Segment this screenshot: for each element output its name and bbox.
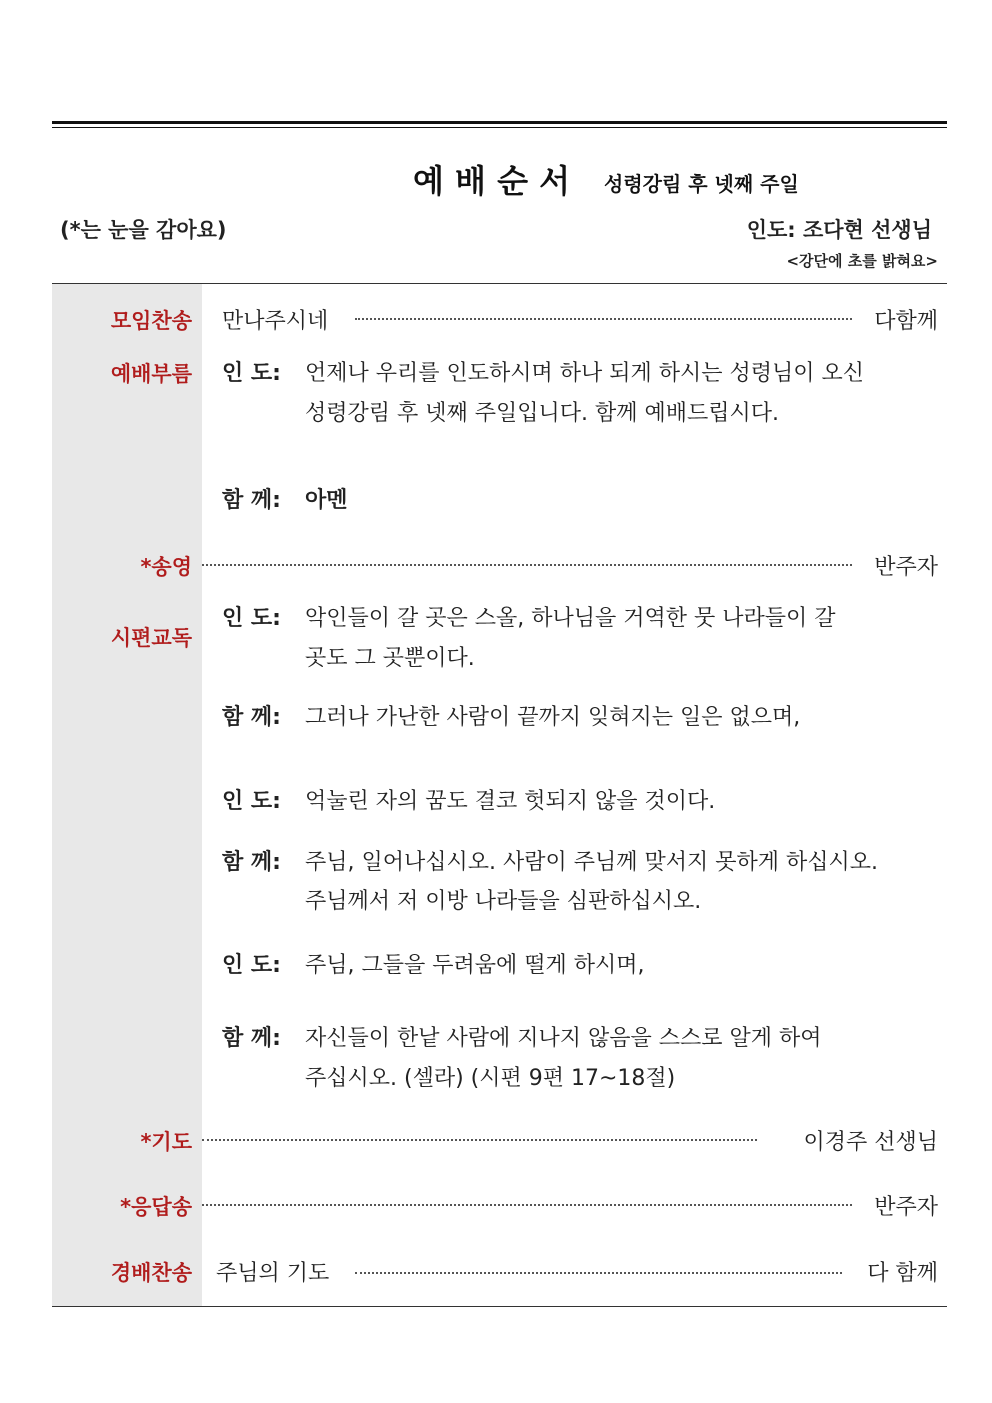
- gathering-hymn-leader-dots: [355, 318, 852, 320]
- psalter-tag-6: 함 께:: [222, 1026, 281, 1051]
- top-thin-rule: [52, 127, 947, 128]
- label-response: *응답송: [120, 1195, 192, 1219]
- psalter-line-3a: 억눌린 자의 꿈도 결코 헛되지 않을 것이다.: [305, 789, 716, 814]
- psalter-line-4b: 주님께서 저 이방 나라들을 심판하십시오.: [305, 889, 702, 914]
- closing-hymn-leader-dots: [355, 1272, 842, 1274]
- psalter-tag-3: 인 도:: [222, 789, 281, 814]
- psalter-line-1b: 곳도 그 곳뿐이다.: [305, 646, 475, 671]
- gathering-hymn-title: 만나주시네: [222, 309, 329, 334]
- label-doxology: *송영: [140, 555, 192, 579]
- call-all-response: 아멘: [305, 488, 348, 513]
- response-leader-dots: [202, 1204, 852, 1206]
- psalter-line-5a: 주님, 그들을 두려움에 떨게 하시며,: [305, 953, 645, 978]
- psalter-tag-1: 인 도:: [222, 606, 281, 631]
- label-call-to-worship: 예배부름: [110, 362, 192, 386]
- psalter-line-6b: 주십시오. (셀라) (시편 9편 17~18절): [305, 1066, 676, 1091]
- call-leader-tag: 인 도:: [222, 361, 281, 386]
- psalter-tag-2: 함 께:: [222, 705, 281, 730]
- call-leader-line-1: 언제나 우리를 인도하시며 하나 되게 하시는 성령님이 오신: [305, 361, 865, 386]
- doxology-leader-dots: [202, 564, 852, 566]
- candle-note: <강단에 초를 밝혀요>: [786, 252, 938, 270]
- label-gathering-hymn: 모임찬송: [110, 309, 192, 333]
- psalter-tag-5: 인 도:: [222, 953, 281, 978]
- label-psalter: 시편교독: [110, 626, 192, 650]
- label-prayer: *기도: [140, 1130, 192, 1154]
- top-double-rule: [52, 121, 947, 124]
- page-title: 예 배 순 서: [413, 162, 571, 200]
- closing-hymn-title: 주님의 기도: [216, 1261, 330, 1286]
- closing-hymn-performer: 다 함께: [867, 1261, 938, 1286]
- leader-name: 인도: 조다현 선생님: [746, 218, 932, 242]
- response-performer: 반주자: [874, 1195, 938, 1220]
- label-closing-hymn: 경배찬송: [110, 1261, 192, 1285]
- call-leader-line-2: 성령강림 후 넷째 주일입니다. 함께 예배드립시다.: [305, 401, 779, 426]
- gathering-hymn-performer: 다함께: [874, 309, 938, 334]
- prayer-leader-dots: [202, 1139, 757, 1141]
- eyes-closed-note: (*는 눈을 감아요): [60, 218, 227, 242]
- page-subtitle: 성령강림 후 넷째 주일: [604, 172, 799, 196]
- table-bottom-rule: [52, 1306, 947, 1307]
- psalter-tag-4: 함 께:: [222, 850, 281, 875]
- call-all-tag: 함 께:: [222, 488, 281, 513]
- psalter-line-4a: 주님, 일어나십시오. 사람이 주님께 맞서지 못하게 하십시오.: [305, 850, 878, 875]
- prayer-leader: 이경주 선생님: [803, 1130, 938, 1155]
- psalter-line-1a: 악인들이 갈 곳은 스올, 하나님을 거역한 뭇 나라들이 갈: [305, 606, 836, 631]
- doxology-performer: 반주자: [874, 555, 938, 580]
- psalter-line-2a: 그러나 가난한 사람이 끝까지 잊혀지는 일은 없으며,: [305, 705, 801, 730]
- psalter-line-6a: 자신들이 한낱 사람에 지나지 않음을 스스로 알게 하여: [305, 1026, 822, 1051]
